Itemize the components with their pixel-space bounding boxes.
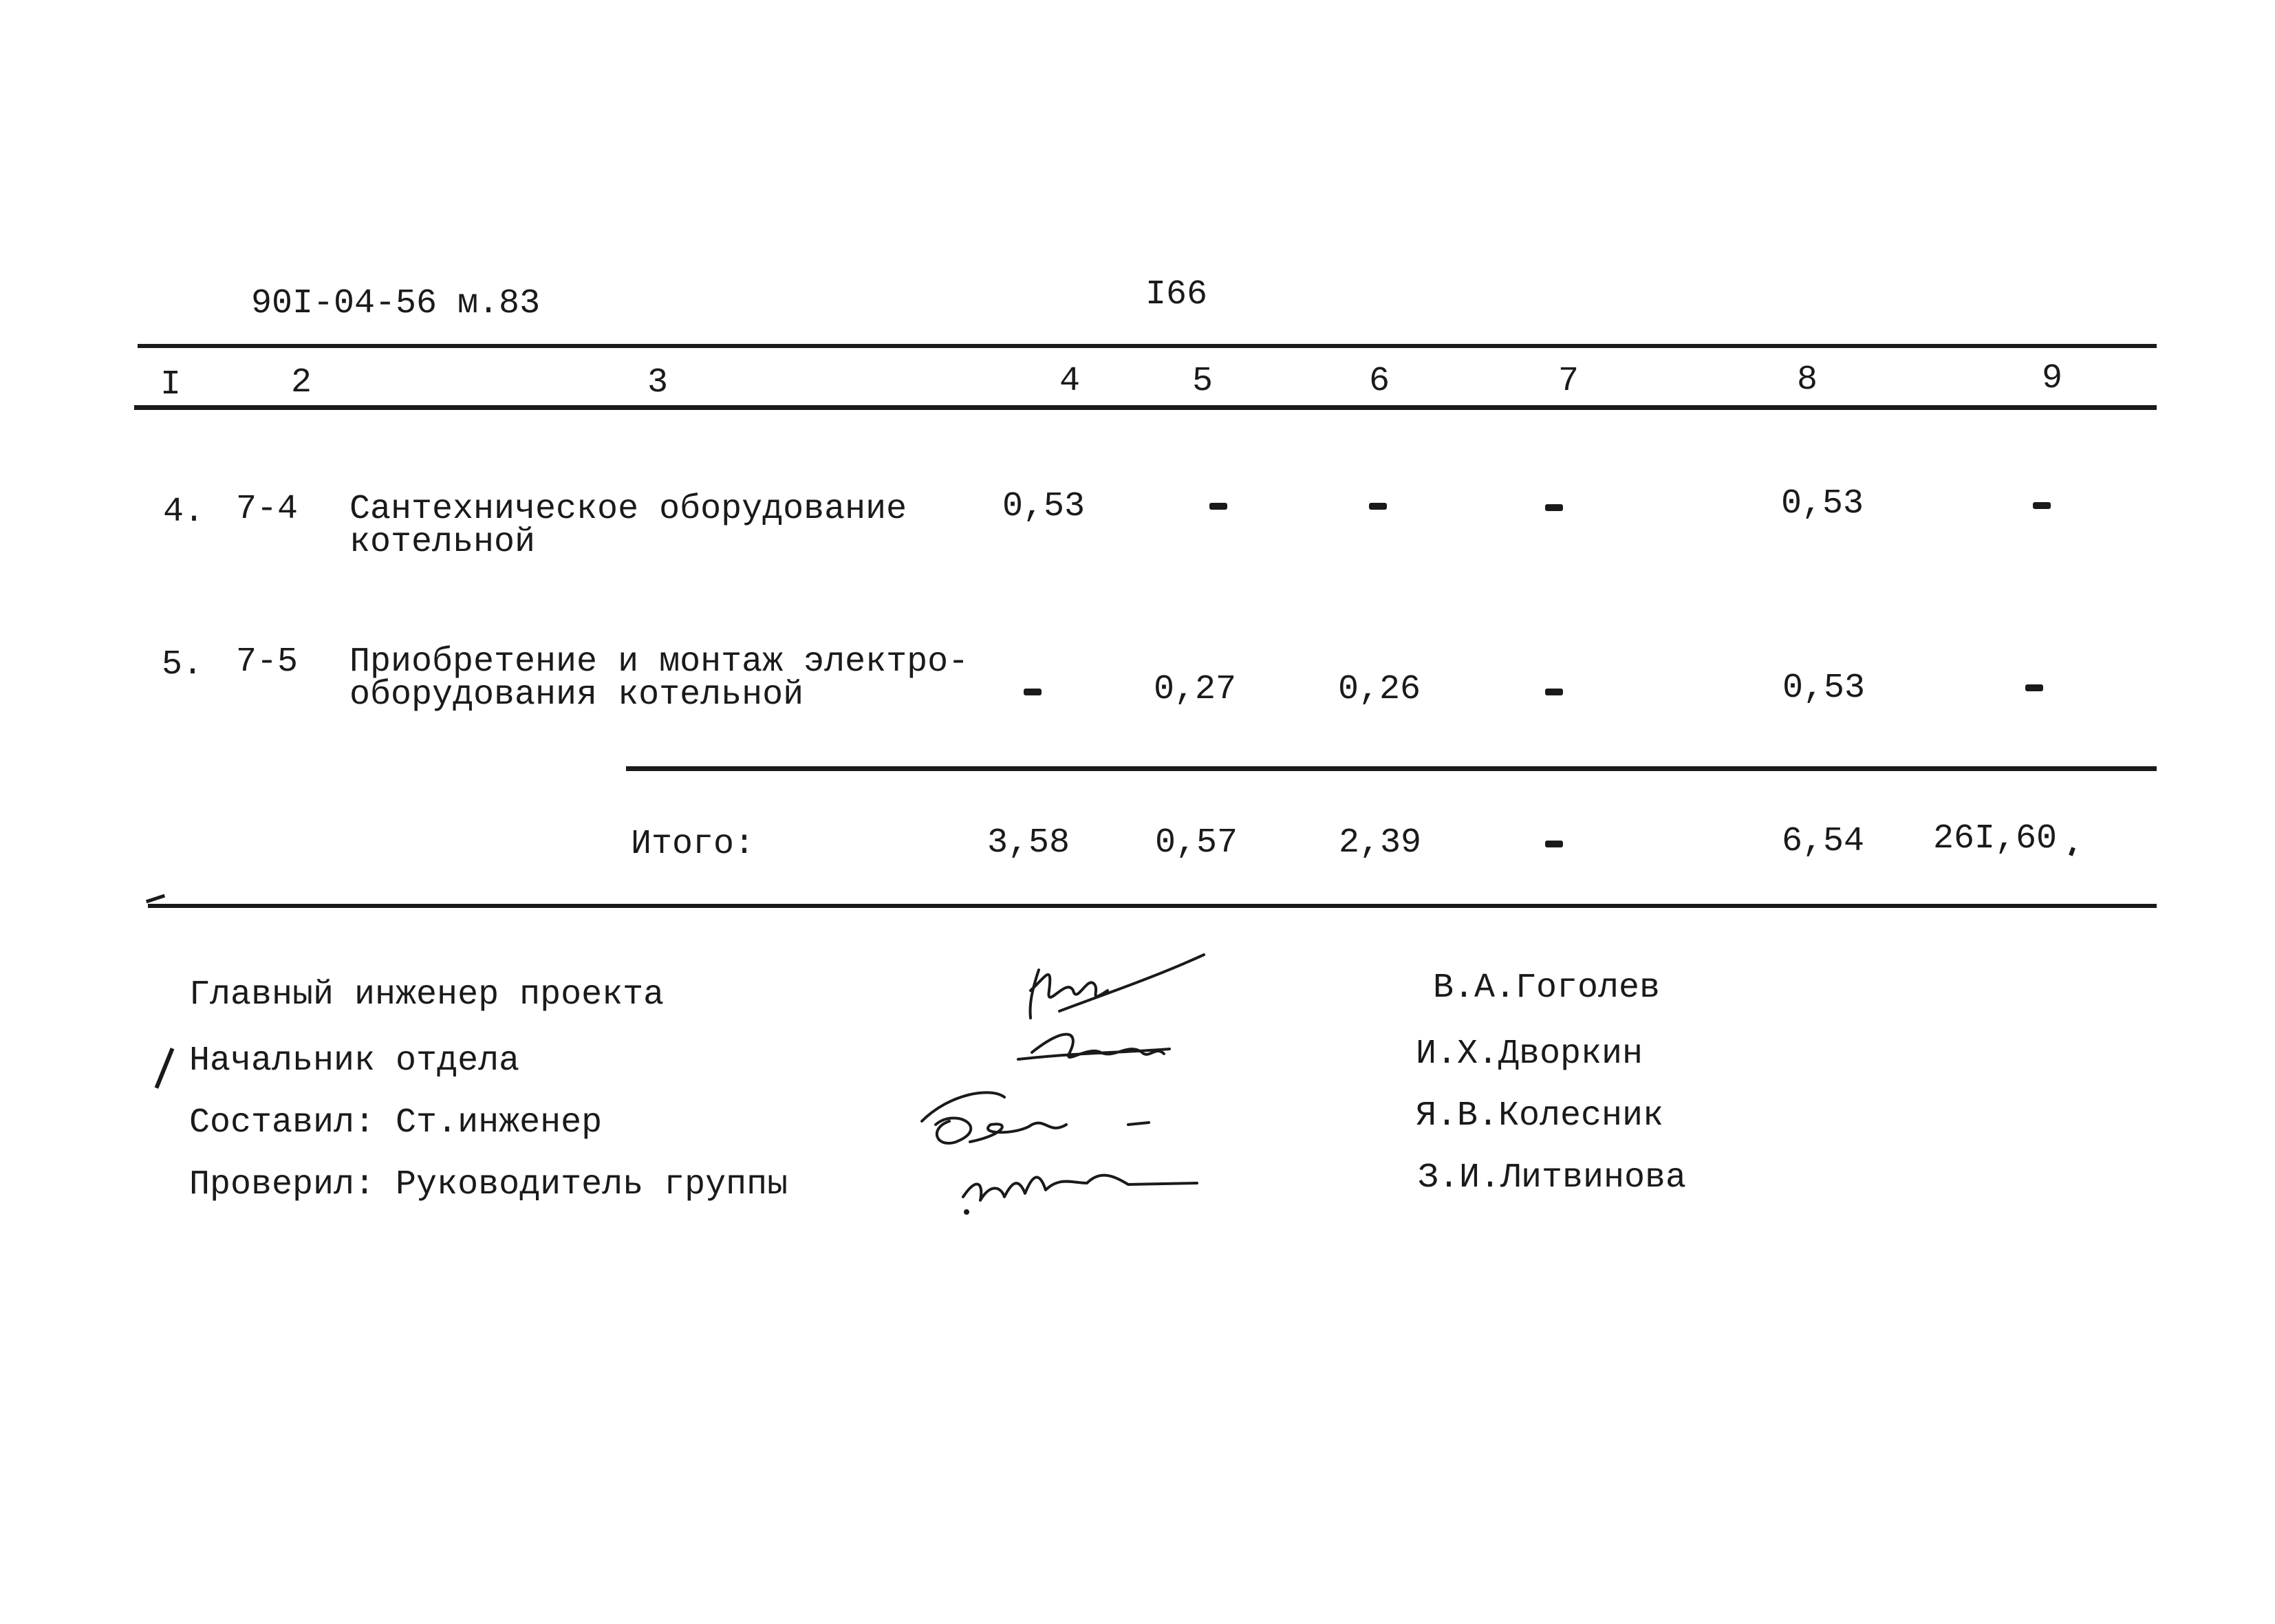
header-bottom-rule bbox=[134, 405, 2157, 410]
column-header-6: 6 bbox=[1369, 362, 1390, 401]
row-col9-dash bbox=[2025, 684, 2043, 691]
total-col4: 3,58 bbox=[987, 823, 1070, 863]
row-name-line1: Приобретение и монтаж электро- bbox=[349, 642, 969, 682]
row-col5-dash bbox=[1209, 503, 1227, 510]
signature-name-department-head: И.Х.Дворкин bbox=[1416, 1035, 1643, 1074]
signature-name-checked-by: З.И.Литвинова bbox=[1418, 1158, 1687, 1198]
total-col9: 26I,60 bbox=[1933, 819, 2058, 858]
row-col5: 0,27 bbox=[1154, 670, 1237, 709]
row-code: 7-5 bbox=[236, 642, 299, 682]
trailing-mark bbox=[2069, 847, 2075, 856]
total-label: Итого: bbox=[631, 825, 755, 864]
row-col8: 0,53 bbox=[1782, 669, 1866, 708]
row-name-line1: Сантехническое оборудование bbox=[349, 490, 907, 529]
row-col9-dash bbox=[2033, 502, 2051, 509]
signature-name-chief-engineer: В.А.Гоголев bbox=[1433, 968, 1661, 1008]
column-header-5: 5 bbox=[1192, 362, 1214, 401]
total-col7-dash bbox=[1545, 841, 1563, 847]
column-header-4: 4 bbox=[1059, 362, 1081, 401]
column-header-1: I bbox=[160, 365, 182, 404]
row-col6: 0,26 bbox=[1338, 670, 1421, 709]
row-col6-dash bbox=[1369, 503, 1387, 510]
signature-role-department-head: Начальник отдела bbox=[189, 1041, 520, 1081]
row-name-line2: оборудования котельной bbox=[349, 675, 804, 715]
column-header-7: 7 bbox=[1558, 362, 1579, 401]
subtotal-rule bbox=[626, 766, 2157, 771]
margin-tick-mark bbox=[155, 1048, 175, 1089]
row-col7-dash bbox=[1545, 504, 1563, 511]
row-name-line2: котельной bbox=[349, 523, 536, 562]
row-col4: 0,53 bbox=[1002, 487, 1086, 526]
column-header-3: 3 bbox=[647, 363, 669, 402]
row-number: 4. bbox=[163, 492, 205, 532]
table-top-rule bbox=[138, 344, 2157, 348]
row-col7-dash bbox=[1545, 689, 1563, 695]
column-header-9: 9 bbox=[2042, 359, 2063, 398]
signature-role-compiled-by: Составил: Ст.инженер bbox=[189, 1103, 603, 1143]
row-col4-dash bbox=[1024, 689, 1042, 695]
total-col8: 6,54 bbox=[1782, 822, 1865, 861]
page-number: I66 bbox=[1145, 275, 1208, 314]
column-header-8: 8 bbox=[1797, 360, 1818, 400]
total-col5: 0,57 bbox=[1155, 823, 1238, 863]
column-header-2: 2 bbox=[291, 363, 312, 402]
row-col8: 0,53 bbox=[1781, 484, 1864, 523]
signature-role-checked-by: Проверил: Руководитель группы bbox=[189, 1165, 788, 1204]
row-code: 7-4 bbox=[236, 490, 299, 529]
table-bottom-rule bbox=[148, 904, 2157, 908]
total-col6: 2,39 bbox=[1339, 823, 1422, 863]
handwritten-signatures bbox=[908, 949, 1225, 1224]
signature-name-compiled-by: Я.В.Колесник bbox=[1416, 1096, 1664, 1136]
signature-role-chief-engineer: Главный инженер проекта bbox=[189, 975, 665, 1015]
bottom-rule-arrow-tip bbox=[146, 894, 165, 903]
document-code: 90I-04-56 м.83 bbox=[251, 284, 541, 323]
row-number: 5. bbox=[162, 645, 204, 684]
